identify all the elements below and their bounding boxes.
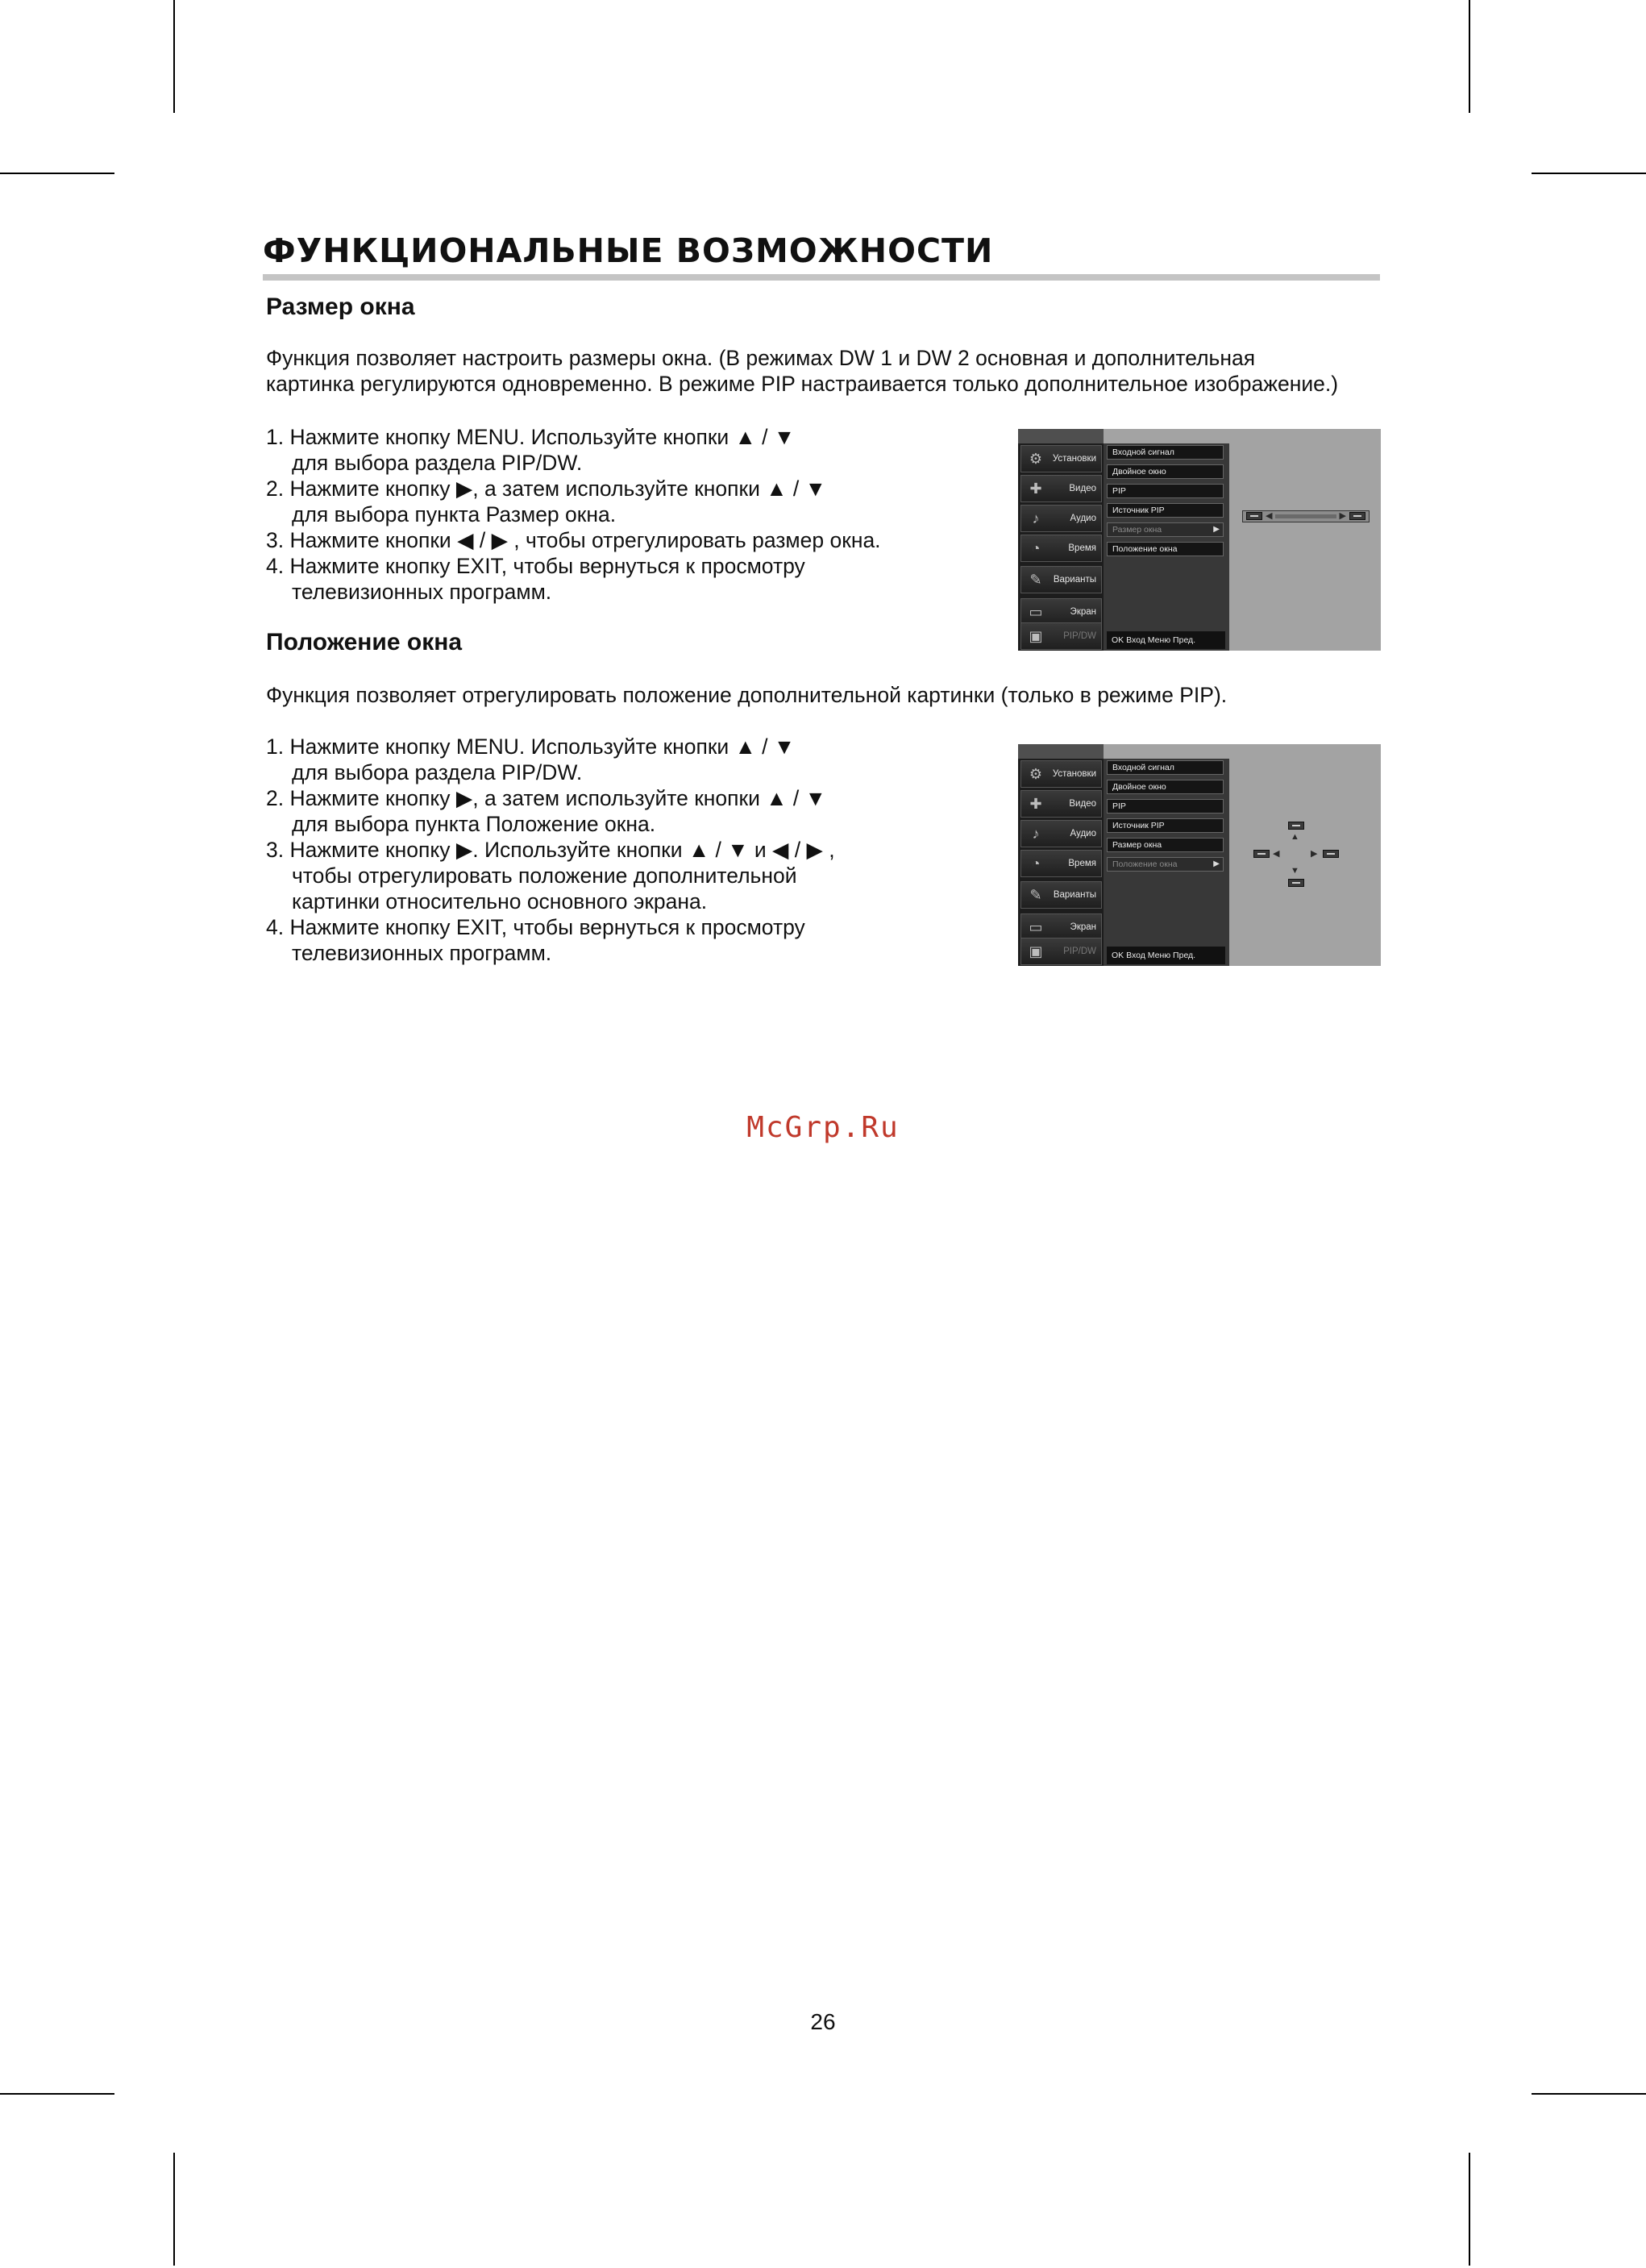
step-line: 1. Нажмите кнопку MENU. Используйте кнопки ▲ / ▼ [266, 734, 796, 759]
category-label: Экран [1070, 922, 1096, 932]
menu-category-video [1020, 475, 1102, 502]
menu-item-pip-source: Источник PIP [1107, 503, 1224, 518]
title-rule [263, 274, 1380, 281]
settings-icon: ⚙ [1029, 766, 1043, 782]
menu-category-time [1020, 535, 1102, 562]
menu-category-pip [1020, 938, 1102, 965]
category-label: Установки [1052, 454, 1096, 464]
watermark: McGrp.Ru [746, 1111, 900, 1144]
crop-mark-bottom-right-h [1532, 2093, 1646, 2095]
menu-item-window-position: Положение окна [1107, 542, 1224, 556]
crop-mark-top-right-v [1469, 0, 1470, 113]
menu-category-options [1020, 881, 1102, 909]
audio-icon: ♪ [1032, 510, 1040, 526]
menu-category-settings [1020, 760, 1102, 788]
category-label: Время [1068, 859, 1096, 868]
crop-mark-top-left-v [173, 0, 175, 113]
menu-category-video [1020, 790, 1102, 818]
slider-button-left [1246, 512, 1262, 520]
tv-menu-screenshot-window-position [1018, 744, 1381, 966]
pip-icon: ▣ [1029, 943, 1043, 959]
menu-footer: OK Вход Меню Пред. [1107, 947, 1225, 964]
step-line: 3. Нажмите кнопку ▶. Используйте кнопки ▲ / ▼ и ◀ / ▶ , [266, 838, 835, 862]
screen-icon: ▭ [1029, 919, 1043, 935]
menu-category-options [1020, 566, 1102, 593]
menu-items-panel [1104, 759, 1229, 966]
slider-track [1275, 514, 1336, 518]
category-label: Варианты [1053, 575, 1096, 585]
arrow-right-icon: ▶ [1339, 511, 1346, 521]
step-line: 4. Нажмите кнопку EXIT, чтобы вернуться к просмотру [266, 915, 805, 939]
size-slider [1242, 510, 1370, 522]
menu-item-label: Положение окна [1112, 859, 1178, 869]
menu-category-audio [1020, 505, 1102, 532]
screen-icon: ▭ [1029, 604, 1043, 620]
step-line: для выбора раздела PIP/DW. [292, 760, 583, 784]
menu-item-pip-source: Источник PIP [1107, 818, 1224, 833]
category-label: Аудио [1070, 514, 1096, 523]
menu-category-screen [1020, 598, 1102, 626]
arrow-left-icon: ◀ [1266, 511, 1273, 521]
menu-category-time [1020, 850, 1102, 877]
category-label: PIP/DW [1063, 631, 1096, 641]
steps-window-position [266, 734, 835, 966]
intro-line: Функция позволяет отрегулировать положение дополнительной картинки (только в режиме PIP). [266, 683, 1228, 707]
menu-category-screen [1020, 913, 1102, 941]
menu-category-pip [1020, 622, 1102, 650]
sidebar-header [1018, 429, 1104, 443]
position-button-left [1253, 850, 1270, 858]
crop-mark-bottom-right-v [1469, 2153, 1470, 2266]
step-line: для выбора пункта Положение окна. [292, 812, 656, 836]
step-line: телевизионных программ. [292, 941, 552, 965]
arrow-right-icon: ▶ [1213, 525, 1220, 534]
step-line: 4. Нажмите кнопку EXIT, чтобы вернуться к просмотру [266, 554, 805, 578]
section-heading-window-size: Размер окна [266, 293, 415, 320]
pip-icon: ▣ [1029, 628, 1043, 644]
section-heading-window-position: Положение окна [266, 629, 463, 655]
page-number: 26 [810, 2009, 836, 2034]
step-line: для выбора пункта Размер окна. [292, 502, 617, 526]
step-line: для выбора раздела PIP/DW. [292, 451, 583, 475]
menu-item-window-size: Размер окна [1107, 838, 1224, 852]
settings-icon: ⚙ [1029, 451, 1043, 467]
sidebar-header [1018, 744, 1104, 759]
menu-category-audio [1020, 820, 1102, 847]
category-label: PIP/DW [1063, 947, 1096, 956]
options-icon: ✎ [1029, 572, 1042, 588]
crop-mark-bottom-left-h [0, 2093, 114, 2095]
arrow-down-icon: ▼ [1291, 866, 1299, 876]
category-label: Видео [1069, 799, 1096, 809]
menu-items-panel [1104, 443, 1229, 651]
arrow-up-icon: ▲ [1291, 832, 1299, 842]
intro-line: картинка регулируются одновременно. В режиме PIP настраивается только дополнительное изображение.) [266, 372, 1339, 396]
step-line: 1. Нажмите кнопку MENU. Используйте кнопки ▲ / ▼ [266, 425, 796, 449]
category-label: Варианты [1053, 890, 1096, 900]
position-button-right [1323, 850, 1339, 858]
clock-icon: ◔ [1031, 540, 1041, 556]
step-line: чтобы отрегулировать положение дополнительной [292, 864, 797, 888]
menu-item-input: Входной сигнал [1107, 760, 1224, 775]
menu-footer: OK Вход Меню Пред. [1107, 631, 1225, 649]
section-intro-window-position [266, 682, 1227, 708]
menu-item-dual-window: Двойное окно [1107, 464, 1224, 479]
options-icon: ✎ [1029, 887, 1042, 903]
slider-button-right [1349, 512, 1365, 520]
category-label: Видео [1069, 484, 1096, 493]
arrow-left-icon: ◀ [1273, 849, 1280, 859]
menu-item-window-position [1107, 857, 1224, 872]
menu-item-input: Входной сигнал [1107, 445, 1224, 460]
menu-category-settings [1020, 445, 1102, 472]
steps-window-size [266, 424, 881, 605]
arrow-right-icon: ▶ [1213, 859, 1220, 868]
step-line: 2. Нажмите кнопку ▶, а затем используйте кнопки ▲ / ▼ [266, 786, 826, 810]
clock-icon: ◔ [1031, 855, 1041, 872]
audio-icon: ♪ [1032, 826, 1040, 842]
menu-item-pip: PIP [1107, 484, 1224, 498]
menu-item-pip: PIP [1107, 799, 1224, 814]
crop-mark-bottom-left-v [173, 2153, 175, 2266]
video-icon: ✚ [1029, 796, 1042, 812]
step-line: 2. Нажмите кнопку ▶, а затем используйте кнопки ▲ / ▼ [266, 476, 826, 501]
category-label: Аудио [1070, 829, 1096, 839]
position-button-up [1288, 822, 1304, 830]
step-line: 3. Нажмите кнопки ◀ / ▶ , чтобы отрегулировать размер окна. [266, 528, 881, 552]
arrow-right-icon: ▶ [1311, 849, 1318, 859]
position-button-down [1288, 879, 1304, 887]
crop-mark-top-right-h [1532, 173, 1646, 174]
step-line: картинки относительно основного экрана. [292, 889, 708, 913]
tv-menu-screenshot-window-size [1018, 429, 1381, 651]
section-intro-window-size [266, 345, 1338, 397]
intro-line: Функция позволяет настроить размеры окна. (В режимах DW 1 и DW 2 основная и дополнительная [266, 346, 1256, 370]
category-label: Время [1068, 543, 1096, 553]
category-label: Установки [1052, 769, 1096, 779]
menu-item-label: Размер окна [1112, 525, 1162, 535]
menu-item-dual-window: Двойное окно [1107, 780, 1224, 794]
crop-mark-top-left-h [0, 173, 114, 174]
menu-item-window-size [1107, 522, 1224, 537]
video-icon: ✚ [1029, 481, 1042, 497]
category-label: Экран [1070, 607, 1096, 617]
step-line: телевизионных программ. [292, 580, 552, 604]
page-title: ФУНКЦИОНАЛЬНЫЕ ВОЗМОЖНОСТИ [263, 231, 994, 270]
